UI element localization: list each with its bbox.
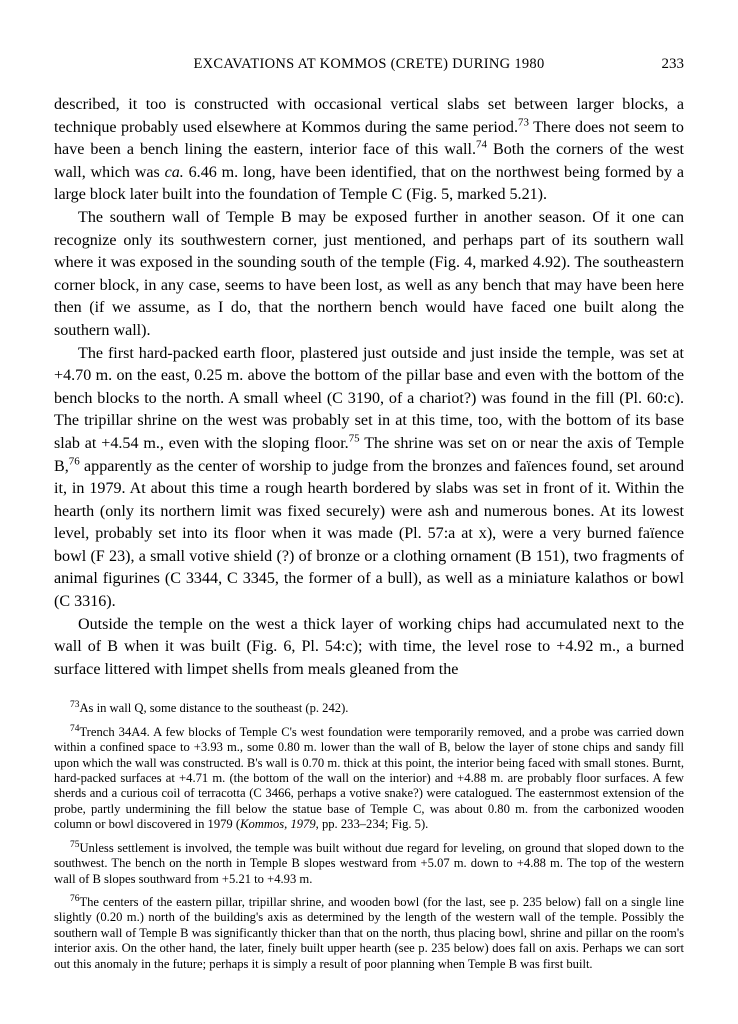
footnote-reference[interactable]: 76: [68, 455, 80, 468]
footnotes: [54, 701, 684, 972]
footnote-number: 76: [70, 893, 80, 904]
footnote: $^{76}$The centers of the eastern pillar, tripillar shrine, and wooden bowl (for the last, see p. 235 below) fall on a single line slightly (0.20 m.) north of the building's axis as determined by the length of the western wall of the temple. Possibly the southern wall of Temple B was significantly thicker than that on the north, thus placing bowl, shrine and pillar on the room's interior axis. On the other hand, the later, finely built upper hearth (see p. 235 below) does fall on axis. Perhaps we can sort out this anomaly in the future; perhaps it is simply a result of poor planning when Temple B was first built.: [54, 893, 684, 971]
body-paragraph: described, it too is constructed with occasional vertical slabs set between larger blocks, a technique probably used elsewhere at Kommos during the same period.$^{73}$ There does not seem to have been a bench lining the eastern, interior face of this wall.$^{74}$ Both the corners of the west wall, which was ca. 6.46 m. long, have been identified, that on the northwest being formed by a large block later built into the foundation of Temple C (Fig. 5, marked 5.21).: [54, 96, 684, 204]
footnote-number: 74: [70, 723, 80, 734]
footnote: $^{75}$Unless settlement is involved, the temple was built without due regard for leveling, on ground that sloped down to the southwest. The bench on the north in Temple B slopes westward from +5.07 m. down to +4.88 m. The top of the western wall of B slopes southward from +5.21 to +4.93 m.: [54, 839, 684, 886]
footnote-number: 75: [70, 839, 80, 850]
emphasis-text: Kommos, 1979: [240, 817, 316, 832]
footnote-reference[interactable]: 73: [518, 116, 529, 129]
footnote-reference[interactable]: 75: [348, 432, 360, 445]
footnote-reference[interactable]: 74: [476, 138, 487, 151]
body-paragraph: The first hard-packed earth floor, plastered just outside and just inside the temple, was set at +4.70 m. on the east, 0.25 m. above the bottom of the pillar base and even with the bottom of the bench blocks to the north. A small wheel (C 3190, of a chariot?) was found in the fill (Pl. 60:c). The tripillar shrine on the west was probably set in at this time, too, with the bottom of its base slab at +4.54 m., even with the sloping floor.$^{75}$ The shrine was set on or near the axis of Temple B,$^{76}$ apparently as the center of worship to judge from the bronzes and faïences found, set around it, in 1979. At about this time a rough hearth bordered by slabs was set in front of it. Within the hearth (only its northern limit was fixed securely) were ash and numerous bones. At its lowest level, probably set into its floor when it was made (Pl. 57:a at x), were a very burned faïence bowl (F 23), a small votive shield (?) of bronze or a clothing ornament (B 151), two fragments of animal figurines (C 3344, C 3345, the former of a bull), as well as a miniature kalathos or bowl (C 3316).: [54, 344, 684, 611]
footnote: $^{73}$As in wall Q, some distance to the southeast (p. 242).: [70, 700, 349, 716]
page-number: 233: [661, 56, 684, 72]
body-text: [54, 94, 684, 681]
running-head: [54, 56, 684, 86]
emphasis-text: ca.: [164, 163, 184, 181]
footnote-number: 73: [70, 700, 80, 711]
footnote: $^{74}$Trench 34A4. A few blocks of Temple C's west foundation were temporarily removed, and a probe was carried down within a confined space to +3.93 m., some 0.80 m. lower than the wall of B, below the layer of stone chips and sandy fill upon which the wall was constructed. B's wall is 0.70 m. thick at this point, the interior being faced with small stones. Burnt, hard-packed surfaces at +4.71 m. (the bottom of the wall on the interior) and +4.88 m. are probably floor surfaces. A few sherds and a curious coil of terracotta (C 3466, perhaps a votive snake?) were catalogued. The easternmost extension of the probe, partly undermining the fill below the statue base of Temple C, was about 0.80 m. from the carbonized wooden column or bowl discovered in 1979 (Kommos, 1979, pp. 233–234; Fig. 5).: [54, 723, 684, 832]
body-paragraph: Outside the temple on the west a thick layer of working chips had accumulated next to the wall of B when it was built (Fig. 6, Pl. 54:c); with time, the level rose to +4.92 m., a burned surface littered with limpet shells from meals gleaned from the: [54, 615, 684, 678]
body-paragraph: The southern wall of Temple B may be exposed further in another season. Of it one can recognize only its southwestern corner, just mentioned, and perhaps part of its southern wall where it was exposed in the sounding south of the temple (Fig. 4, marked 4.92). The southeastern corner block, in any case, seems to have been lost, as well as any bench that may have been here then (if we assume, as I do, that the northern bench would have faced one built along the southern wall).: [54, 208, 684, 339]
running-title: EXCAVATIONS AT KOMMOS (CRETE) DURING 1980: [193, 56, 545, 72]
